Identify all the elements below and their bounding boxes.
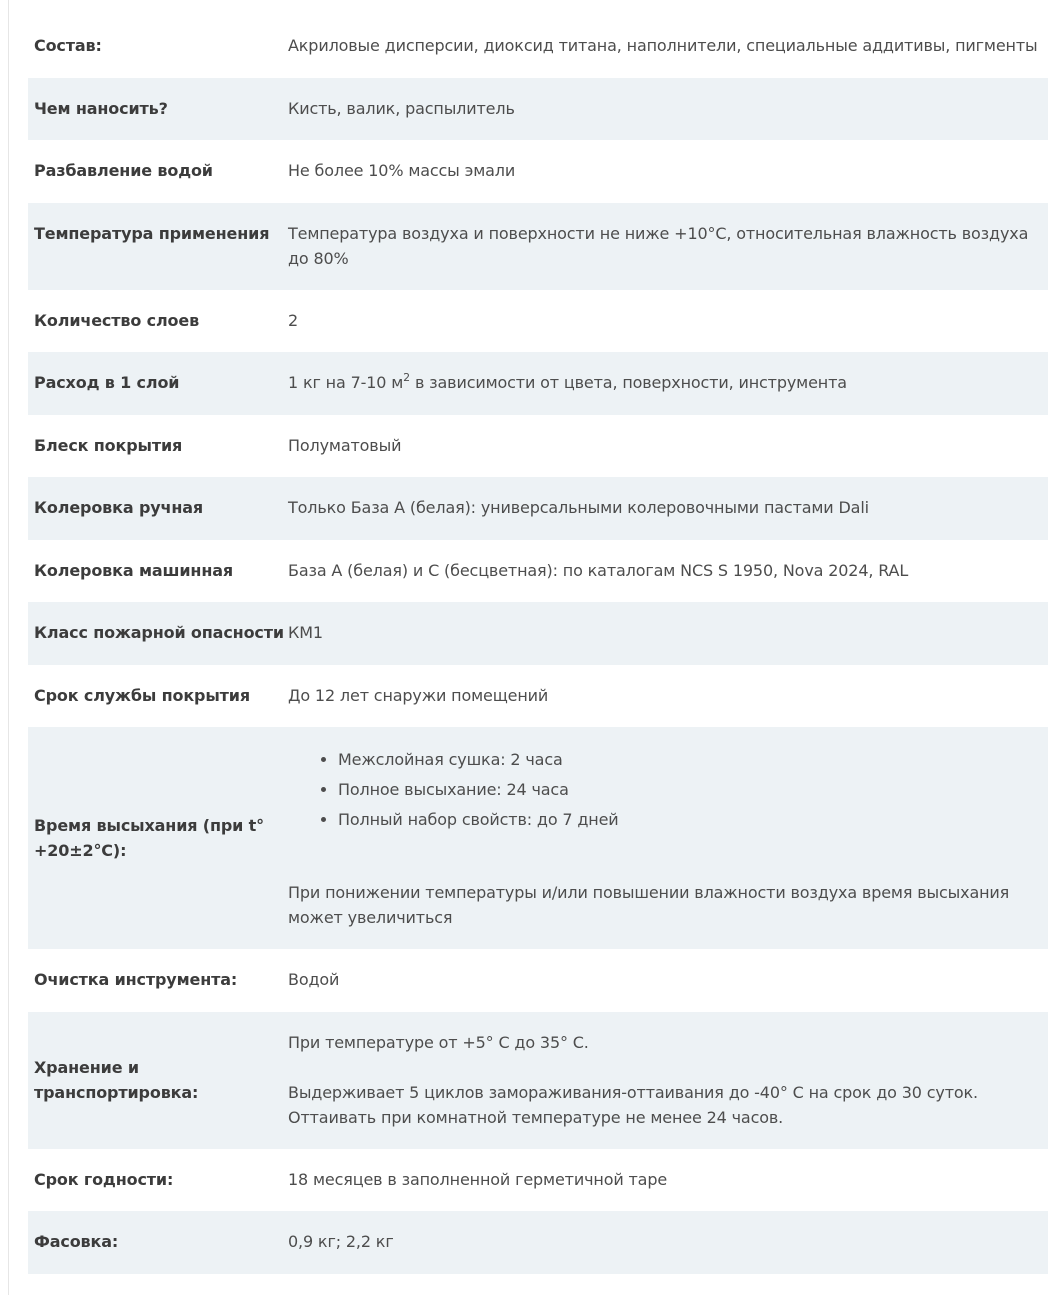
list-item: • Полный набор свойств: до 7 дней bbox=[338, 805, 1044, 835]
consumption-superscript: 2 bbox=[403, 370, 411, 384]
spec-row-layers bbox=[28, 290, 1048, 353]
list-item: • Межслойная сушка: 2 часа bbox=[338, 745, 1044, 775]
spec-label: Разбавление водой bbox=[34, 161, 213, 180]
spec-row-gloss bbox=[28, 415, 1048, 478]
drying-list bbox=[288, 745, 1044, 835]
spec-label: Фасовка: bbox=[34, 1232, 119, 1251]
spec-label: Чем наносить? bbox=[34, 98, 168, 118]
spec-label: Блеск покрытия bbox=[34, 435, 183, 455]
spec-row-temperature bbox=[28, 203, 1048, 290]
product-specs-table bbox=[28, 15, 1048, 1274]
spacer bbox=[288, 1055, 1044, 1080]
spec-value: Температура воздуха и поверхности не ниже +10°С, относительная влажность воздуха до 80% bbox=[288, 223, 1029, 268]
left-border bbox=[8, 0, 9, 1295]
spec-value: КМ1 bbox=[288, 623, 323, 642]
spec-value bbox=[288, 352, 1048, 415]
spec-row-composition bbox=[28, 15, 1048, 78]
spec-label: Срок службы покрытия bbox=[34, 685, 250, 705]
spec-row-dilution bbox=[28, 140, 1048, 203]
spec-label: Температура применения bbox=[34, 223, 270, 243]
spec-row-drying-time bbox=[28, 727, 1048, 949]
storage-paragraph-1: При температуре от +5° С до 35° С. bbox=[288, 1032, 589, 1052]
spec-row-storage bbox=[28, 1012, 1048, 1149]
spec-value: База А (белая) и С (бесцветная): по каталогам NCS S 1950, Nova 2024, RAL bbox=[288, 560, 909, 580]
spec-value bbox=[288, 1012, 1048, 1149]
spec-label: Состав: bbox=[34, 36, 102, 55]
spec-value: Акриловые дисперсии, диоксид титана, наполнители, специальные аддитивы, пигменты bbox=[288, 36, 1038, 55]
spec-label: Очистка инструмента: bbox=[34, 970, 238, 989]
spec-row-manual-tinting bbox=[28, 477, 1048, 540]
spec-label: Время высыхания (при t° +20±2°С): bbox=[34, 815, 264, 860]
spec-label: Срок годности: bbox=[34, 1169, 174, 1189]
spec-value bbox=[288, 727, 1048, 949]
spec-value: До 12 лет снаружи помещений bbox=[288, 685, 549, 705]
consumption-suffix: в зависимости от цвета, поверхности, инструмента bbox=[410, 373, 847, 392]
spec-value: Кисть, валик, распылитель bbox=[288, 98, 515, 118]
spec-row-application-tool bbox=[28, 78, 1048, 141]
spec-value: 0,9 кг; 2,2 кг bbox=[288, 1232, 394, 1251]
spec-label: Количество слоев bbox=[34, 310, 200, 330]
spec-label: Расход в 1 слой bbox=[34, 373, 180, 392]
spec-value: Полуматовый bbox=[288, 435, 402, 455]
spec-label: Класс пожарной опасности bbox=[34, 623, 284, 642]
consumption-prefix: 1 кг на 7-10 м bbox=[288, 373, 404, 392]
drying-note: При понижении температуры и/или повышении влажности воздуха время высыхания может увеличиться bbox=[288, 883, 1010, 927]
list-item: • Полное высыхание: 24 часа bbox=[338, 775, 1044, 805]
spec-row-service-life bbox=[28, 665, 1048, 728]
spacer bbox=[288, 835, 1044, 880]
spec-row-fire-class bbox=[28, 602, 1048, 665]
spec-label: Хранение и транспортировка: bbox=[34, 1057, 199, 1102]
spec-row-packaging bbox=[28, 1211, 1048, 1274]
spec-value: 18 месяцев в заполненной герметичной таре bbox=[288, 1169, 668, 1189]
spec-row-tool-cleaning bbox=[28, 949, 1048, 1012]
spec-value: Не более 10% массы эмали bbox=[288, 161, 516, 180]
storage-paragraph-2: Выдерживает 5 циклов замораживания-оттаивания до -40° С на срок до 30 суток. Оттаивать при комнатной температуре не менее 24 часов. bbox=[288, 1082, 978, 1127]
spec-row-consumption bbox=[28, 352, 1048, 415]
spec-row-shelf-life bbox=[28, 1149, 1048, 1212]
spec-row-machine-tinting bbox=[28, 540, 1048, 603]
spec-value: Только База А (белая): универсальными колеровочными пастами Dali bbox=[288, 498, 869, 517]
spec-label: Колеровка машинная bbox=[34, 560, 233, 580]
spec-value: Водой bbox=[288, 970, 340, 989]
spec-label: Колеровка ручная bbox=[34, 498, 204, 517]
spec-value: 2 bbox=[288, 310, 299, 330]
